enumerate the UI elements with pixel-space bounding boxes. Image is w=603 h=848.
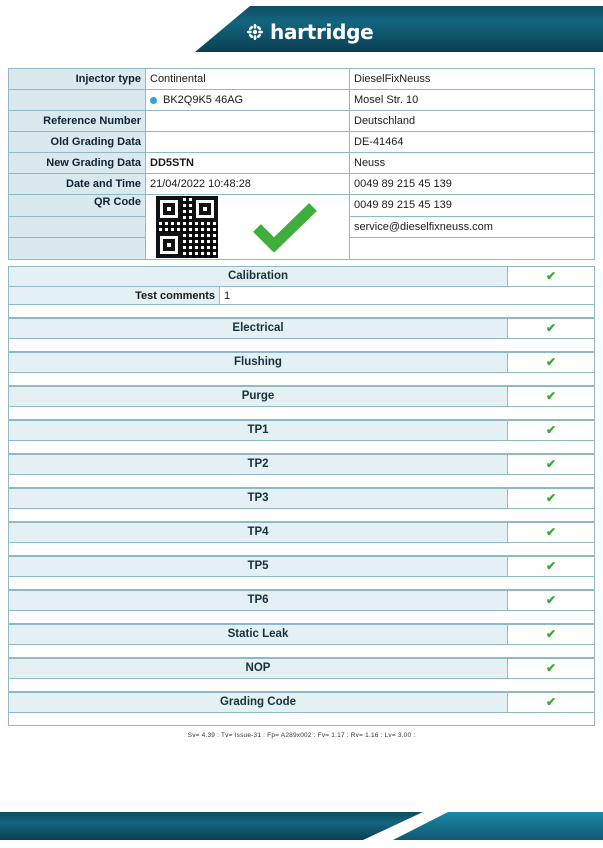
date-time-value: 21/04/2022 10:48:28 [146,174,350,195]
section-electrical [8,318,595,339]
section-status-check-icon: ✔ [508,522,595,543]
row-value [146,111,350,132]
row-label: New Grading Data [9,153,146,174]
injector-code: BK2Q9K5 46AG [163,94,244,106]
row-label: QR Code [9,195,146,217]
section-status-check-icon: ✔ [508,420,595,441]
section-tp2 [8,454,595,475]
table-row [9,90,595,111]
section-spacer [8,713,595,726]
table-row [9,111,595,132]
row-value-with-dot [146,90,350,111]
brand-logo [246,20,373,44]
section-title: Grading Code [8,692,508,713]
test-comments-row [8,287,595,305]
report-body [0,68,603,739]
customer-value: Mosel Str. 10 [350,90,595,111]
customer-value: Neuss [350,153,595,174]
section-title: Purge [8,386,508,407]
table-row [9,132,595,153]
row-label: Injector type [9,69,146,90]
section-title: Electrical [8,318,508,339]
section-status-check-icon: ✔ [508,488,595,509]
qr-code-cell [146,195,350,260]
row-label: Date and Time [9,174,146,195]
section-tp5 [8,556,595,577]
test-sections [8,266,595,726]
section-spacer [8,373,595,386]
section-spacer [8,339,595,352]
section-title: TP2 [8,454,508,475]
table-row [9,153,595,174]
injector-info-table [8,68,595,260]
row-label: Reference Number [9,111,146,132]
version-footnote: Sv= 4.39 : Tv= Issue-31 : Fp= A289x002 : Fv= 1.17 : Rv= 1.16 : Lv= 3.00 : [187,732,416,739]
test-comments-label: Test comments [8,287,220,305]
section-grading-code [8,692,595,713]
new-grading-value: DD5STN [146,153,350,174]
row-value [146,132,350,153]
section-static-leak [8,624,595,645]
page-footer [0,804,603,848]
page-header [0,0,603,58]
section-title: Calibration [8,266,508,287]
section-status-check-icon: ✔ [508,658,595,679]
row-value: Continental [146,69,350,90]
table-row [9,174,595,195]
qr-code-icon [156,196,218,258]
section-spacer [8,679,595,692]
section-nop [8,658,595,679]
section-calibration [8,266,595,287]
section-tp3 [8,488,595,509]
customer-value: 0049 89 215 45 139 [350,195,595,217]
row-label: Old Grading Data [9,132,146,153]
table-row [9,195,595,217]
section-spacer [8,441,595,454]
section-spacer [8,475,595,488]
section-title: TP6 [8,590,508,611]
section-flushing [8,352,595,373]
section-title: TP5 [8,556,508,577]
section-status-check-icon: ✔ [508,692,595,713]
section-spacer [8,645,595,658]
customer-value: DieselFixNeuss [350,69,595,90]
blue-dot-icon [150,97,157,104]
section-purge [8,386,595,407]
section-spacer [8,509,595,522]
section-spacer [8,611,595,624]
section-title: TP4 [8,522,508,543]
section-tp6 [8,590,595,611]
section-spacer [8,577,595,590]
test-comments-value: 1 [220,287,595,305]
customer-empty [350,238,595,260]
brand-name: hartridge [270,20,374,44]
section-tp4 [8,522,595,543]
section-status-check-icon: ✔ [508,352,595,373]
section-status-check-icon: ✔ [508,556,595,577]
section-tp1 [8,420,595,441]
qr-corner-icon [156,232,182,258]
section-title: NOP [8,658,508,679]
section-status-check-icon: ✔ [508,454,595,475]
section-title: TP3 [8,488,508,509]
section-status-check-icon: ✔ [508,624,595,645]
customer-value: 0049 89 215 45 139 [350,174,595,195]
section-spacer [8,305,595,318]
section-status-check-icon: ✔ [508,386,595,407]
section-status-check-icon: ✔ [508,318,595,339]
spacer-cell [9,238,146,260]
flower-logo-icon [246,23,264,41]
table-row [9,69,595,90]
section-title: Flushing [8,352,508,373]
section-title: Static Leak [8,624,508,645]
spacer-cell [9,216,146,238]
section-status-check-icon: ✔ [508,266,595,287]
row-label [9,90,146,111]
customer-email: service@dieselfixneuss.com [350,216,595,238]
section-title: TP1 [8,420,508,441]
section-spacer [8,543,595,556]
section-spacer [8,407,595,420]
customer-value: DE-41464 [350,132,595,153]
customer-value: Deutschland [350,111,595,132]
section-status-check-icon: ✔ [508,590,595,611]
green-check-icon [252,202,318,252]
